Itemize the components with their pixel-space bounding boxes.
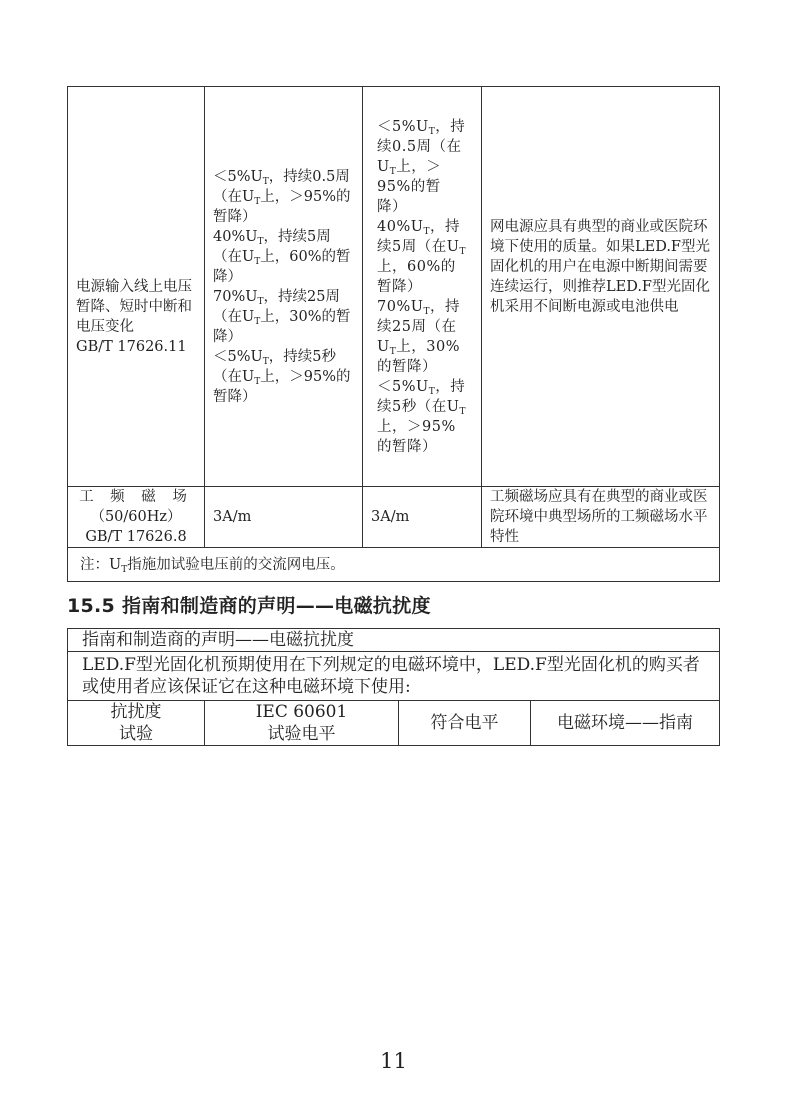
compliance-magnetic-text: 3A/m [371, 509, 410, 525]
test-magnetic-freq: （50/60Hz） [90, 509, 182, 525]
test-magnetic-name: 工 频 磁 场 [79, 489, 193, 505]
table-row-magnetic-field [68, 487, 720, 548]
level-dips-text: $<5\%U_T$，持续0.5周（在$U_T$上，＞95%的暂降） $40\%U_T$，持续5周（在$U_T$上，60%的暂降） $70\%U_T$，持续25周（在$U_T$上，30%的暂降） $<5\%U_T$，持续5秒（在$U_T$上，＞95%的暂降） [213, 168, 351, 405]
table2-intro-row [68, 652, 720, 701]
note-text: 注：$U_T$指施加试验电压前的交流网电压。 [80, 556, 345, 575]
test-dips-text: 电源输入线上电压暂降、短时中断和电压变化 GB/T 17626.11 [76, 278, 192, 355]
section-heading: 15.5 指南和制造商的声明——电磁抗扰度 [67, 595, 431, 617]
cell-test-magnetic [68, 487, 205, 548]
col-guidance: 电磁环境——指南 [531, 701, 720, 746]
table-row-voltage-dips [68, 87, 720, 487]
cell-level-magnetic [205, 487, 363, 548]
cell-guidance-dips [482, 87, 720, 487]
table2-intro: LED.F型光固化机预期使用在下列规定的电磁环境中，LED.F型光固化机的购买者或使用者应该保证它在这种电磁环境下使用: [68, 652, 720, 701]
cell-compliance-magnetic [363, 487, 482, 548]
table2-title-row [68, 629, 720, 652]
level-magnetic-text: 3A/m [213, 509, 252, 525]
compliance-dips-text: $<5\%U_T$，持续0.5周（在$U_T$上，＞95%的暂降） $40\%U_T$，持续5周（在$U_T$上，60%的暂降） $70\%U_T$，持续25周（在$U_T$上，30%的暂降） $<5\%U_T$，持续5秒（在$U_T$上，＞95%的暂降） [377, 118, 466, 455]
col-test-level: IEC 60601 试验电平 [205, 701, 399, 746]
test-magnetic-std: GB/T 17626.8 [85, 529, 187, 545]
col-immunity-test: 抗扰度 试验 [68, 701, 205, 746]
guidance-magnetic-text: 工频磁场应具有在典型的商业或医院环境中典型场所的工频磁场水平特性 [490, 489, 708, 545]
cell-guidance-magnetic [482, 487, 720, 548]
table2-title: 指南和制造商的声明——电磁抗扰度 [68, 629, 720, 652]
note-cell [68, 548, 720, 582]
guidance-dips-text: 网电源应具有典型的商业或医院环境下使用的质量。如果LED.F型光固化机的用户在电源中断期间需要连续运行，则推荐LED.F型光固化机采用不间断电源或电池供电 [490, 219, 710, 315]
cell-compliance-dips [363, 87, 482, 487]
table2-header-row [68, 701, 720, 746]
table-row-note [68, 548, 720, 582]
col-compliance-level: 符合电平 [399, 701, 531, 746]
cell-level-dips [205, 87, 363, 487]
page-number: 11 [380, 1049, 407, 1073]
emc-table-continued [67, 86, 720, 582]
cell-test-dips [68, 87, 205, 487]
emc-immunity-table [67, 628, 720, 746]
